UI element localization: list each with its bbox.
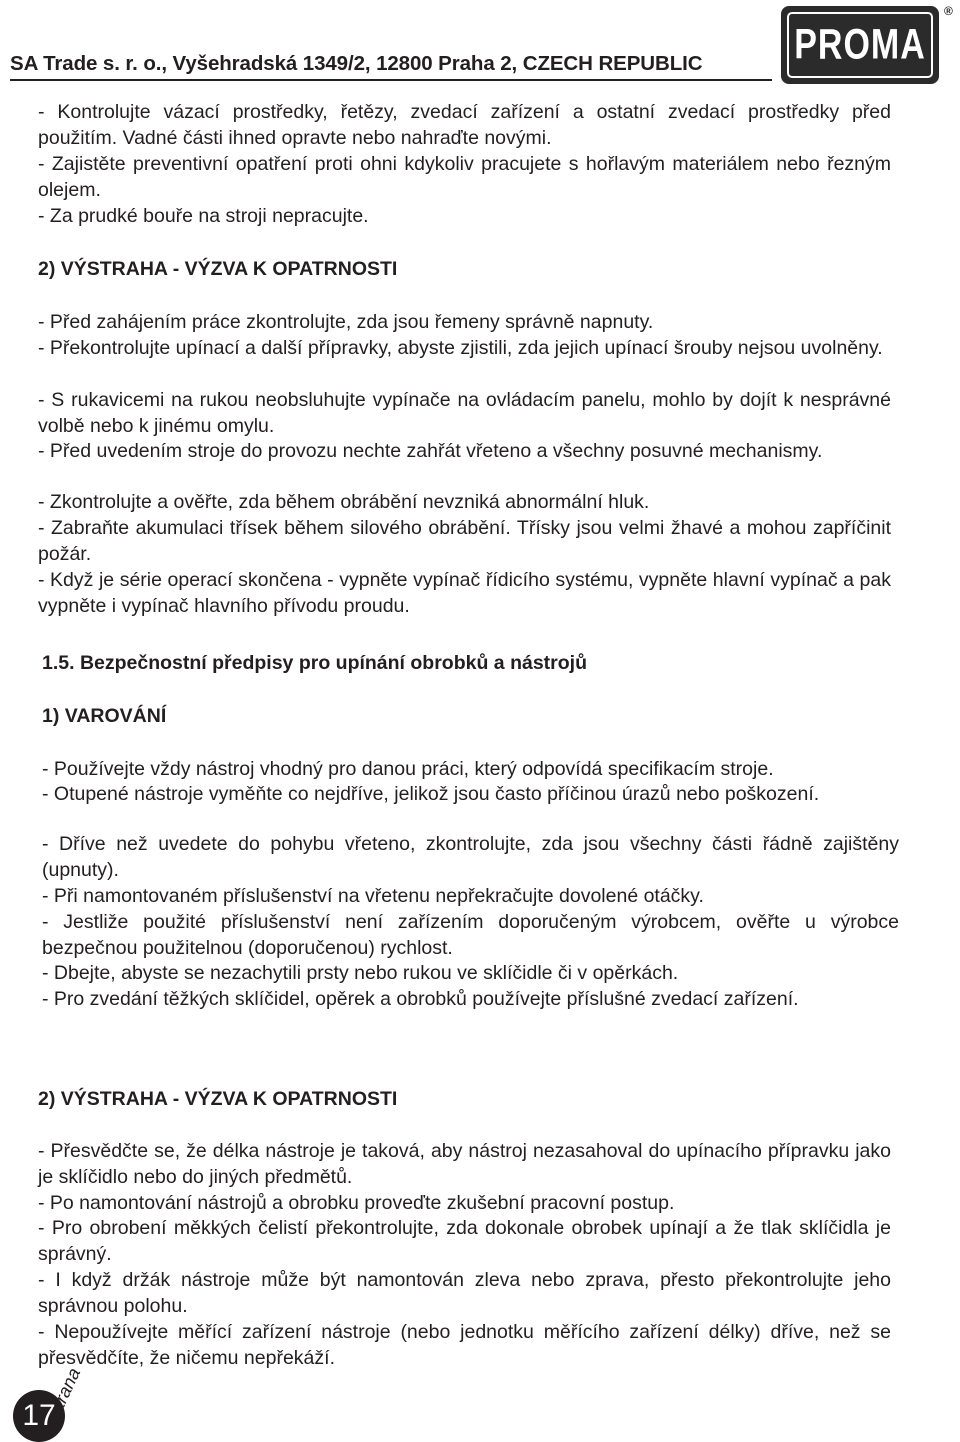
intro-paragraph-1: - Kontrolujte vázací prostředky, řetězy, zvedací zařízení a ostatní zvedací prostředky před použitím. Vadné části ihned opravte nebo nahraďte novými.: [38, 101, 891, 149]
page-number: 17: [22, 1399, 56, 1432]
warning1-item: - Když je série operací skončena - vypněte vypínač řídicího systému, vypněte hlavní vypínač a pak vypněte i vypínač hlavního přívodu proudu.: [38, 569, 891, 617]
intro-paragraph-3: - Za prudké bouře na stroji nepracujte.: [38, 205, 369, 227]
section-1-5-item: - Dbejte, abyste se nezachytili prsty nebo rukou ve sklíčidle či v opěrkách.: [42, 962, 679, 984]
section-1-5-item: - Otupené nástroje vyměňte co nejdříve, jelikož jsou často příčinou úrazů nebo poškození.: [42, 783, 820, 805]
warning2-item: - Nepoužívejte měřící zařízení nástroje (nebo jednotku měřícího zařízení délky) dříve, než se přesvědčíte, že ničemu nepřekáží.: [38, 1321, 891, 1369]
intro-paragraph-2: - Zajistěte preventivní opatření proti ohni kdykoliv pracujete s hořlavým materiálem nebo řezným olejem.: [38, 153, 891, 201]
header-company: SA Trade s. r. o., Vyšehradská 1349/2, 12800 Praha 2, CZECH REPUBLIC: [10, 52, 703, 75]
section-1-5-title: 1.5. Bezpečnostní předpisy pro upínání obrobků a nástrojů: [42, 652, 587, 674]
section-1-5-item: - Při namontovaném příslušenství na vřetenu nepřekračujte dovolené otáčky.: [42, 885, 704, 907]
warning1-item: - Před zahájením práce zkontrolujte, zda jsou řemeny správně napnuty.: [38, 311, 654, 333]
warning2-item: - I když držák nástroje může být namontován zleva nebo zprava, přesto překontrolujte jeho správnou polohu.: [38, 1269, 891, 1317]
section-1-5-item: - Jestliže použité příslušenství není zařízením doporučeným výrobcem, ověřte u výrobce bezpečnou použitelnou (doporučenou) rychlost.: [42, 911, 899, 959]
section-1-5-item: - Pro zvedání těžkých sklíčidel, opěrek a obrobků používejte příslušné zvedací zařízení.: [42, 988, 799, 1010]
warning1-item: - S rukavicemi na rukou neobsluhujte vypínače na ovládacím panelu, mohlo by dojít k nesprávné volbě nebo k jinému omylu.: [38, 389, 891, 437]
section-1-5-item: - Používejte vždy nástroj vhodný pro danou práci, který odpovídá specifikacím stroje.: [42, 758, 774, 780]
warning2-item: - Pro obrobení měkkých čelistí překontrolujte, zda dokonale obrobek upínají a že tlak sklíčidla je správný.: [38, 1217, 891, 1265]
warning1-item: - Zkontrolujte a ověřte, zda během obrábění nevzniká abnormální hluk.: [38, 491, 650, 513]
logo-frame: [787, 12, 933, 78]
warning1-item: - Překontrolujte upínací a další přípravky, abyste zjistili, zda jejich upínací šrouby nejsou uvolněny.: [38, 337, 883, 359]
proma-logo: [781, 6, 939, 84]
page-word: strana: [44, 1364, 85, 1419]
header-rule: [10, 79, 772, 81]
warning2-item: - Přesvědčte se, že délka nástroje je taková, aby nástroj nezasahoval do upínacího přípravku jako je sklíčidlo nebo do jiných předmětů.: [38, 1140, 891, 1188]
warning1-item: - Zabraňte akumulaci třísek během silového obrábění. Třísky jsou velmi žhavé a mohou zapříčinit požár.: [38, 517, 891, 565]
warning2-item: - Po namontování nástrojů a obrobku proveďte zkušební pracovní postup.: [38, 1192, 675, 1214]
section-1-5-item: - Dříve než uvedete do pohybu vřeteno, zkontrolujte, zda jsou všechny části řádně zajištěny (upnuty).: [42, 833, 899, 881]
registered-mark: ®: [944, 4, 953, 18]
warning2-title: 2) VÝSTRAHA - VÝZVA K OPATRNOSTI: [38, 1088, 398, 1110]
warning1-title: 2) VÝSTRAHA - VÝZVA K OPATRNOSTI: [38, 258, 398, 280]
section-1-5-warning-title: 1) VAROVÁNÍ: [42, 705, 167, 727]
warning1-item: - Před uvedením stroje do provozu nechte zahřát vřeteno a všechny posuvné mechanismy.: [38, 440, 823, 462]
logo-text: PROMA: [794, 20, 926, 69]
